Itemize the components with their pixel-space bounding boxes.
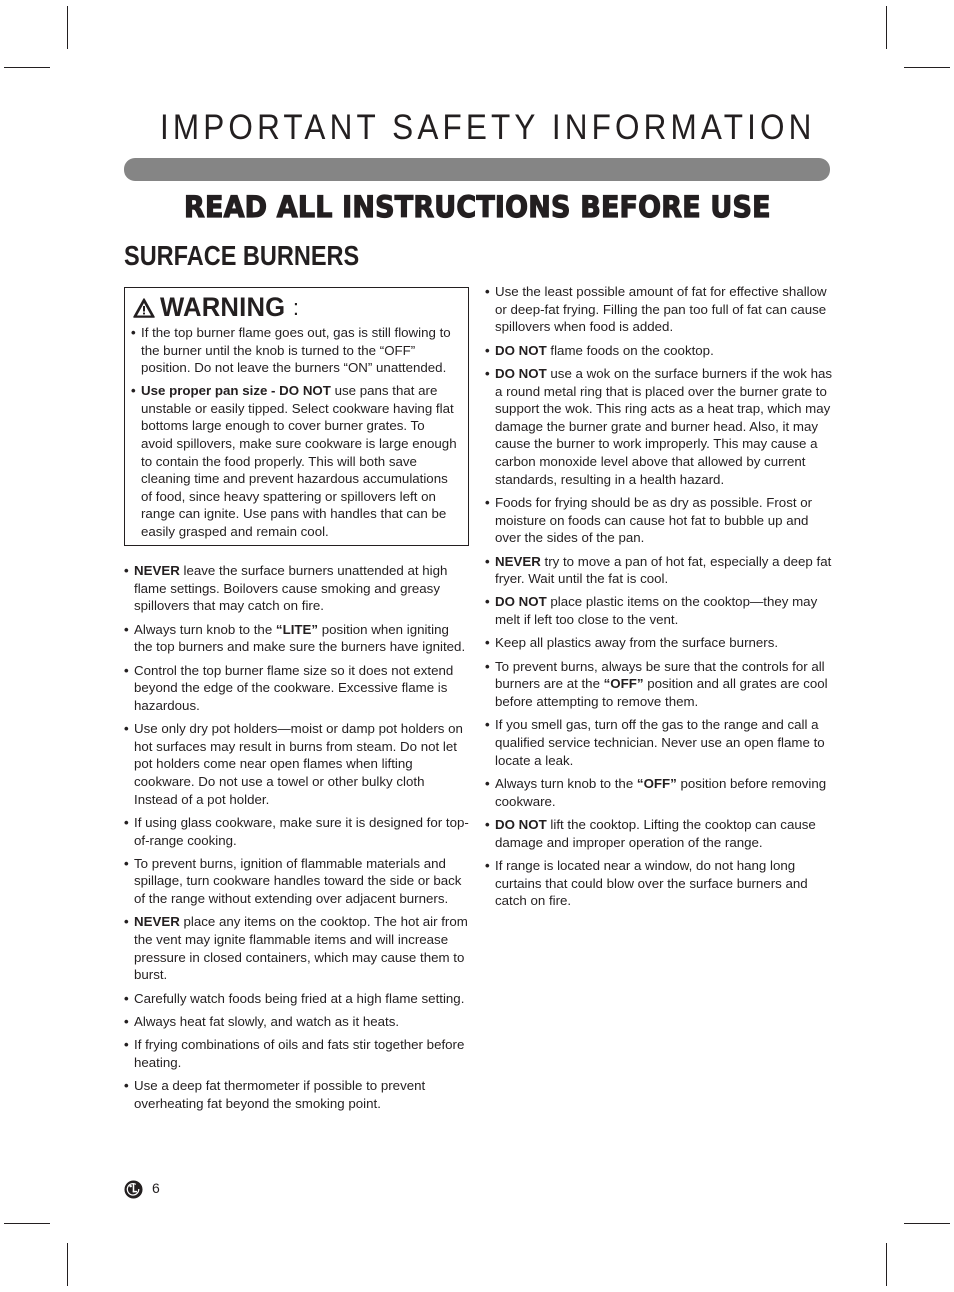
list-item [485, 365, 835, 488]
item-emphasis: NEVER [134, 914, 180, 930]
list-item [485, 658, 835, 711]
item-text: Use the least possible amount of fat for effective shallow or deep-fat frying. Filling the pan too full of fat can cause spillovers when food is added. [495, 284, 827, 335]
list-item [485, 857, 835, 910]
crop-mark [904, 1223, 950, 1224]
list-item [124, 855, 470, 908]
item-emphasis: DO NOT [495, 365, 547, 381]
page-title: IMPORTANT SAFETY INFORMATION [160, 108, 816, 147]
item-emphasis: NEVER [495, 553, 541, 569]
item-text: position before removing cookware. [495, 776, 827, 809]
item-text: use a wok on the surface burners if the wok has a round metal ring that is placed over the burner grate to support the wok. This ring acts as a heat trap, which may damage the burner grate and burner head. Also, it may cause the burner to work improperly. This may cause a carbon monoxide level above that allowed by current standards, resulting in a health hazard. [495, 365, 833, 487]
item-text: If using glass cookware, make sure it is designed for top-of-range cooking. [134, 814, 469, 848]
list-item [485, 593, 835, 628]
item-emphasis: “LITE” [275, 621, 319, 637]
list-item [485, 553, 835, 588]
item-text: Use only dry pot holders—moist or damp pot holders on hot surfaces may result in burns from steam. Do not let pot holders come near open flames when lifting cookware. Do not use a towel or other bulky cloth Instead of a pot holder. [134, 721, 463, 807]
item-text: If range is located near a window, do not hang long curtains that could blow over the surface burners and catch on fire. [495, 857, 808, 909]
list-item [485, 283, 835, 336]
item-emphasis: DO NOT [495, 594, 547, 610]
item-text: If the top burner flame goes out, gas is still flowing to the burner until the knob is turned to the “OFF” position. Do not leave the burners “ON” unattended. [141, 325, 451, 376]
item-text: use pans that are unstable or easily tipped. Select cookware having flat bottoms large enough to cover burner grates. To avoid spillovers, make sure cookware is large enough to contain the food properly. This will both save cleaning time and prevent hazardous accumulations of food, since heavy spattering or spillovers left on range can ignite. Use pans with handles that can be easily grasped and remain cool. [141, 383, 457, 540]
item-emphasis: “OFF” [603, 676, 644, 692]
item-emphasis: NEVER [134, 563, 180, 578]
item-emphasis: DO NOT [495, 817, 547, 832]
item-text: Carefully watch foods being fried at a high flame setting. [134, 990, 465, 1006]
item-text: To prevent burns, always be sure that the controls for all burners are at the [495, 658, 825, 692]
list-item [124, 562, 470, 615]
item-text: flame foods on the cooktop. [546, 342, 714, 358]
list-item [124, 621, 470, 656]
item-text: Always turn knob to the [134, 621, 276, 637]
warning-triangle-icon [133, 298, 155, 318]
page-number: 6 [152, 1180, 160, 1196]
crop-mark [67, 1243, 68, 1286]
item-emphasis: Use proper pan size - DO NOT [141, 383, 331, 399]
list-item [485, 634, 835, 652]
item-text: Use a deep fat thermometer if possible to prevent overheating fat beyond the smoking point. [134, 1078, 426, 1111]
item-text: Control the top burner flame size so it does not extend beyond the edge of the cookware. Excessive flame is hazardous. [134, 662, 454, 713]
read-all-instructions-heading: READ ALL INSTRUCTIONS BEFORE USE [184, 190, 771, 224]
crop-mark [886, 6, 887, 49]
warning-box [124, 287, 469, 546]
lg-logo-icon [124, 1180, 143, 1199]
item-text: place plastic items on the cooktop—they may melt if left too close to the vent. [495, 594, 818, 628]
left-column [124, 562, 470, 1118]
crop-mark [886, 1243, 887, 1286]
left-item-list [124, 562, 470, 1113]
crop-mark [4, 1223, 50, 1224]
item-text: try to move a pan of hot fat, especially a deep fat fryer. Wait until the fat is cool. [495, 553, 832, 587]
item-text: lift the cooktop. Lifting the cooktop can cause damage and improper operation of the range. [495, 817, 816, 850]
item-text: If you smell gas, turn off the gas to the range and call a qualified service technician. Never use an open flame to locate a leak. [495, 717, 825, 768]
right-column [485, 283, 835, 916]
item-emphasis: DO NOT [495, 342, 547, 358]
section-title: SURFACE BURNERS [124, 240, 360, 271]
list-item [485, 342, 835, 360]
item-text: Keep all plastics away from the surface burners. [495, 635, 779, 651]
list-item [124, 1036, 470, 1071]
warning-list [131, 324, 460, 541]
right-item-list [485, 283, 835, 910]
list-item [124, 990, 470, 1008]
list-item [124, 662, 470, 715]
list-item [131, 382, 460, 540]
item-text: To prevent burns, ignition of flammable materials and spillage, turn cookware handles toward the side or back of the range without extending over adjacent burners. [134, 855, 462, 907]
list-item [485, 775, 835, 810]
warning-label: WARNING [160, 292, 286, 322]
warning-colon: : [292, 294, 300, 320]
item-text: Foods for frying should be as dry as possible. Frost or moisture on foods can cause hot fat to bubble up and over the sides of the pan. [495, 494, 813, 546]
list-item [124, 1013, 470, 1031]
item-text: Always turn knob to the [495, 776, 637, 792]
item-text: Always heat fat slowly, and watch as it heats. [134, 1014, 400, 1030]
item-text: place any items on the cooktop. The hot air from the vent may ignite flammable items and will increase pressure in closed containers, which may cause them to burst. [134, 914, 468, 983]
item-emphasis: “OFF” [636, 776, 677, 792]
warning-header [131, 291, 460, 324]
list-item [124, 1077, 470, 1112]
list-item [485, 816, 835, 851]
list-item [131, 324, 460, 377]
list-item [124, 913, 470, 983]
title-bar [124, 158, 830, 181]
crop-mark [67, 6, 68, 49]
item-text: position when igniting the top burners and make sure the burners have ignited. [134, 621, 466, 655]
item-text: leave the surface burners unattended at high flame settings. Boilovers cause smoking and greasy spillovers that may catch on fire. [134, 563, 448, 614]
crop-mark [4, 67, 50, 68]
list-item [485, 716, 835, 769]
item-text: If frying combinations of oils and fats stir together before heating. [134, 1037, 465, 1071]
list-item [124, 720, 470, 808]
item-text: position and all grates are cool before attempting to remove them. [495, 676, 828, 710]
crop-mark [904, 67, 950, 68]
list-item [124, 814, 470, 849]
list-item [485, 494, 835, 547]
